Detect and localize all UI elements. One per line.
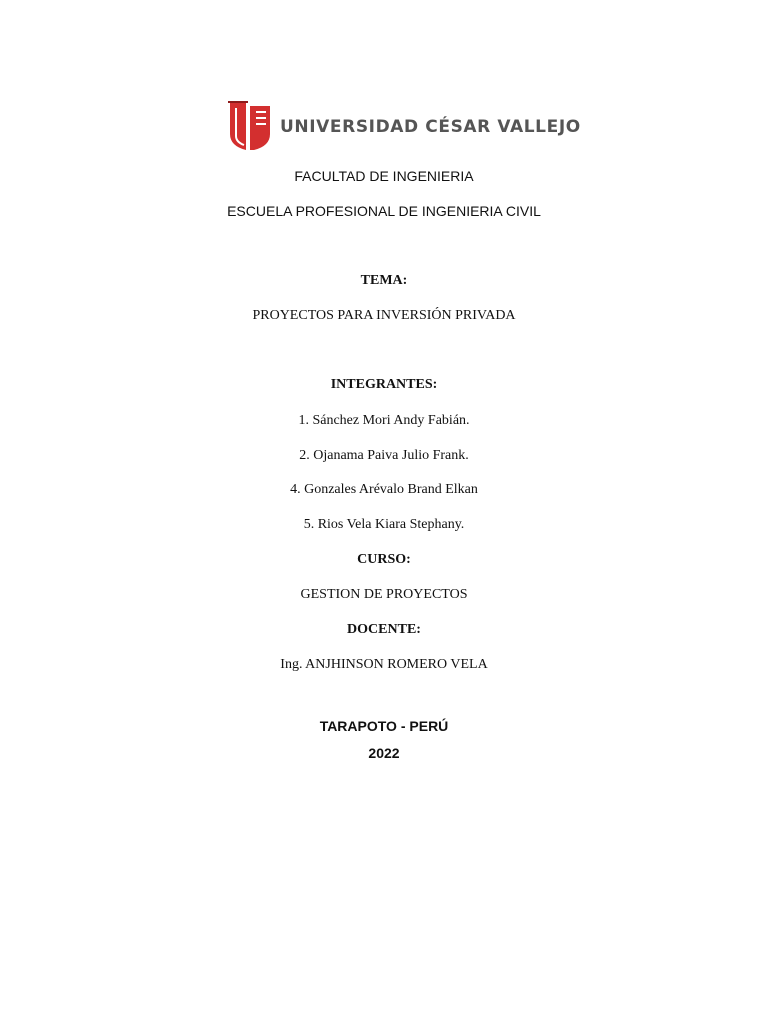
place-text: TARAPOTO - PERÚ	[319, 718, 449, 734]
member-item: 1. Sánchez Mori Andy Fabián.	[298, 413, 470, 428]
topic-label: TEMA:	[360, 273, 408, 288]
member-item: 4. Gonzales Arévalo Brand Elkan	[290, 482, 478, 497]
course-value: GESTION DE PROYECTOS	[300, 587, 468, 602]
topic-value: PROYECTOS PARA INVERSIÓN PRIVADA	[252, 308, 516, 323]
teacher-label: DOCENTE:	[347, 622, 421, 637]
teacher-value: Ing. ANJHINSON ROMERO VELA	[280, 657, 488, 672]
school-name: ESCUELA PROFESIONAL DE INGENIERIA CIVIL	[227, 203, 541, 219]
course-label: CURSO:	[357, 552, 411, 567]
university-name: UNIVERSIDAD CÉSAR VALLEJO	[280, 116, 581, 137]
member-item: 5. Rios Vela Kiara Stephany.	[303, 517, 465, 532]
members-label: INTEGRANTES:	[330, 377, 438, 392]
year-text: 2022	[368, 745, 400, 761]
member-item: 2. Ojanama Paiva Julio Frank.	[299, 448, 469, 463]
university-shield-icon	[226, 100, 272, 152]
university-logo	[226, 100, 581, 152]
faculty-name: FACULTAD DE INGENIERIA	[294, 168, 474, 184]
